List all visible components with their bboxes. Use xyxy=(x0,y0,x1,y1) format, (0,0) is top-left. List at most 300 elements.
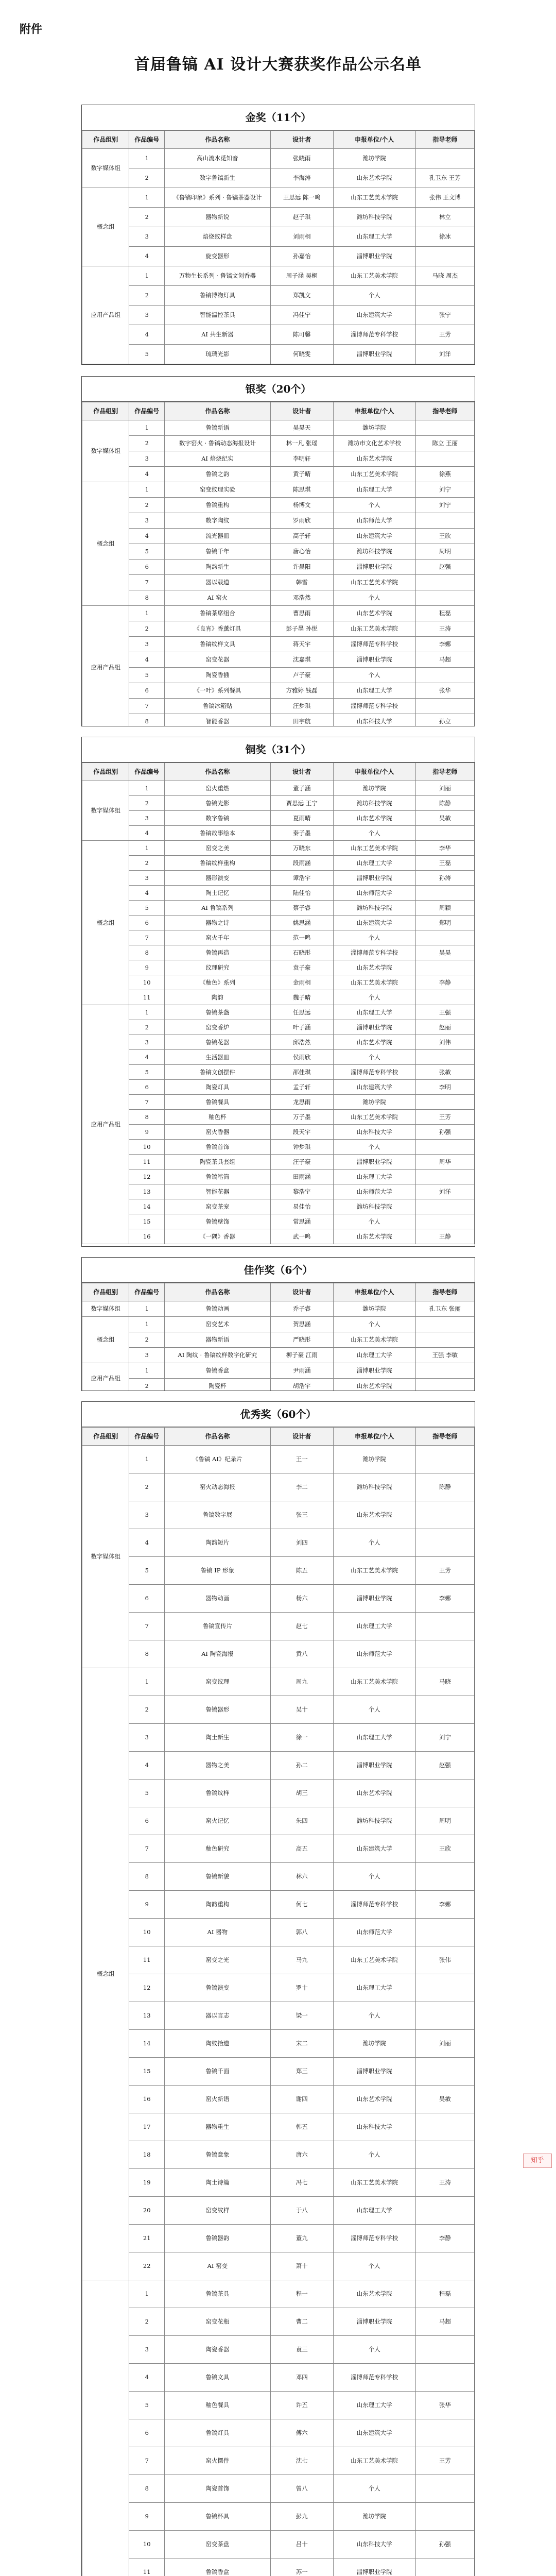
table-row xyxy=(82,856,475,871)
table-cell: 淄博师范专科学校 xyxy=(333,699,415,714)
table-cell: 郑明 xyxy=(415,916,474,930)
table-cell: 3 xyxy=(129,1348,165,1363)
table-cell: 山东艺术学院 xyxy=(333,960,415,975)
table-cell: 窑变茶盘 xyxy=(165,2531,271,2558)
table-row xyxy=(82,2002,475,2030)
table-row xyxy=(82,1724,475,1752)
table-cell: 鲁镐意象 xyxy=(165,2141,271,2169)
table-cell xyxy=(415,1095,474,1110)
table-cell: 1 xyxy=(129,188,165,208)
table-row xyxy=(82,208,475,227)
column-header: 作品组别 xyxy=(82,1283,129,1301)
award-section-gold xyxy=(81,105,475,365)
table-cell: 窑变之美 xyxy=(165,841,271,856)
table-cell: 釉色研究 xyxy=(165,1835,271,1863)
table-cell: 器物新语 xyxy=(165,1332,271,1348)
table-cell: 3 xyxy=(129,1035,165,1050)
table-cell: 王强 xyxy=(415,1005,474,1020)
table-cell: 6 xyxy=(129,1585,165,1613)
table-cell: 7 xyxy=(129,699,165,714)
table-cell: 器形演变 xyxy=(165,871,271,886)
table-cell: 鲁镐宣传片 xyxy=(165,1613,271,1640)
category-cell: 应用产品组 xyxy=(82,1005,129,1244)
table-cell: 金雨桐 xyxy=(270,975,333,990)
table-cell: 山东工艺美术学院 xyxy=(333,975,415,990)
table-cell: 16 xyxy=(129,1229,165,1244)
table-row xyxy=(82,467,475,482)
table-cell: 山东工艺美术学院 xyxy=(333,1110,415,1125)
table-cell: 山东工艺美术学院 xyxy=(333,188,415,208)
table-cell: 淄博职业学院 xyxy=(333,247,415,266)
table-cell: 个人 xyxy=(333,1214,415,1229)
table-cell: 山东师范大学 xyxy=(333,513,415,529)
table-cell: 山东师范大学 xyxy=(333,1184,415,1199)
table-cell: 鲁镐再造 xyxy=(165,945,271,960)
table-cell xyxy=(415,1640,474,1668)
table-row xyxy=(82,1557,475,1585)
table-cell: 吴敏 xyxy=(415,811,474,826)
table-cell: 刘四 xyxy=(270,1529,333,1557)
table-cell: 山东理工大学 xyxy=(333,1724,415,1752)
table-row xyxy=(82,1974,475,2002)
table-cell: 纹理研究 xyxy=(165,960,271,975)
table-cell: 段雨涵 xyxy=(270,856,333,871)
table-cell: 潍坊科技学院 xyxy=(333,544,415,560)
table-cell: 陆佳怡 xyxy=(270,886,333,901)
table-cell: 2 xyxy=(129,1473,165,1501)
table-cell: 山东建筑大学 xyxy=(333,2419,415,2447)
table-cell: 武一鸣 xyxy=(270,1229,333,1244)
table-cell: 王芳 xyxy=(415,1557,474,1585)
table-cell xyxy=(415,668,474,683)
table-cell: 陶韵短片 xyxy=(165,1529,271,1557)
table-cell: 王强 李敏 xyxy=(415,1348,474,1363)
table-cell: 个人 xyxy=(333,1863,415,1891)
table-cell: 陶韵 xyxy=(165,990,271,1005)
table-cell: 任思远 xyxy=(270,1005,333,1020)
table-cell: 鲁镐演变 xyxy=(165,1974,271,2002)
table-cell: 万子墨 xyxy=(270,1110,333,1125)
table-cell: 林六 xyxy=(270,1863,333,1891)
table-cell xyxy=(415,575,474,590)
table-cell: 田雨涵 xyxy=(270,1170,333,1184)
table-cell: 6 xyxy=(129,560,165,575)
table-cell: 赵丽 xyxy=(415,1020,474,1035)
table-cell: 4 xyxy=(129,529,165,544)
column-header: 申报单位/个人 xyxy=(333,131,415,149)
table-cell xyxy=(415,1974,474,2002)
table-cell: 窑变纹理 xyxy=(165,1668,271,1696)
table-cell: 山东工艺美术学院 xyxy=(333,1557,415,1585)
table-cell xyxy=(415,2503,474,2531)
table-cell: 4 xyxy=(129,886,165,901)
table-row xyxy=(82,2058,475,2086)
table-cell: 鲁镐首饰 xyxy=(165,1140,271,1155)
table-cell: 萧十 xyxy=(270,2252,333,2280)
table-row xyxy=(82,482,475,498)
table-cell: 侯雨欣 xyxy=(270,1050,333,1065)
table-cell: 鲁镐茶具 xyxy=(165,2280,271,2308)
table-cell: AI 陶纹 · 鲁镐纹样数字化研究 xyxy=(165,1348,271,1363)
table-cell: 李娜 xyxy=(415,1891,474,1919)
table-cell: 林一凡 张瑶 xyxy=(270,436,333,451)
table-row xyxy=(82,227,475,247)
table-cell: 黄子晴 xyxy=(270,467,333,482)
table-row xyxy=(82,826,475,841)
table-cell: 4 xyxy=(129,325,165,345)
table-cell: 刘伟 xyxy=(415,1035,474,1050)
table-cell xyxy=(415,1613,474,1640)
table-row xyxy=(82,2141,475,2169)
table-cell: 13 xyxy=(129,2002,165,2030)
table-cell: 鲁镐千年 xyxy=(165,544,271,560)
table-cell: 张伟 王文博 xyxy=(415,188,474,208)
table-cell: 20 xyxy=(129,2197,165,2225)
watermark-badge: 知乎 xyxy=(523,2154,552,2168)
table-row xyxy=(82,1140,475,1155)
table-cell: 张华 xyxy=(415,683,474,699)
table-cell: 2 xyxy=(129,1332,165,1348)
table-row xyxy=(82,841,475,856)
table-cell: 乔子睿 xyxy=(270,1301,333,1317)
table-row xyxy=(82,420,475,436)
table-cell: 刘丽 xyxy=(415,781,474,796)
table-cell: 贺思涵 xyxy=(270,1317,333,1332)
table-cell: 许五 xyxy=(270,2392,333,2419)
table-cell: 潍坊学院 xyxy=(333,2030,415,2058)
table-cell: 窑火重燃 xyxy=(165,781,271,796)
table-cell: 10 xyxy=(129,1919,165,1946)
table-cell: 数字窑火 · 鲁镐动态海报设计 xyxy=(165,436,271,451)
table-row xyxy=(82,945,475,960)
table-cell: 个人 xyxy=(333,1140,415,1155)
table-cell: 山东艺术学院 xyxy=(333,2280,415,2308)
table-cell: 宋二 xyxy=(270,2030,333,2058)
table-cell: 周九 xyxy=(270,1668,333,1696)
column-header: 作品编号 xyxy=(129,763,165,781)
table-cell: 何七 xyxy=(270,1891,333,1919)
table-cell xyxy=(415,1363,474,1379)
column-header: 作品编号 xyxy=(129,402,165,420)
table-cell: 7 xyxy=(129,1835,165,1863)
award-section-silver xyxy=(81,376,475,726)
table-cell: 11 xyxy=(129,1946,165,1974)
table-cell: AI 陶瓷海报 xyxy=(165,1640,271,1668)
table-row xyxy=(82,149,475,168)
table-cell: 7 xyxy=(129,1613,165,1640)
table-cell: 淄博职业学院 xyxy=(333,345,415,364)
table-cell: AI 焙烧纪实 xyxy=(165,451,271,467)
table-cell: 黎浩宇 xyxy=(270,1184,333,1199)
table-row xyxy=(82,513,475,529)
table-row xyxy=(82,781,475,796)
column-header: 作品组别 xyxy=(82,1428,129,1446)
table-row xyxy=(82,1110,475,1125)
table-row xyxy=(82,266,475,286)
table-cell: 个人 xyxy=(333,1529,415,1557)
table-cell: 王芳 xyxy=(415,325,474,345)
table-cell: 数字鲁镐新生 xyxy=(165,168,271,188)
table-row xyxy=(82,2169,475,2197)
table-cell xyxy=(415,826,474,841)
table-cell: 贾思远 王宁 xyxy=(270,796,333,811)
table-cell: 智能花器 xyxy=(165,1184,271,1199)
table-cell: 潍坊学院 xyxy=(333,781,415,796)
table-cell: 个人 xyxy=(333,1317,415,1332)
table-cell: 孔卫东 张丽 xyxy=(415,1301,474,1317)
table-cell: 流光器皿 xyxy=(165,529,271,544)
table-cell: 窑变花器 xyxy=(165,652,271,668)
table-cell: 鲁镐文创摆件 xyxy=(165,1065,271,1080)
table-cell: AI 窑变 xyxy=(165,2252,271,2280)
table-cell: 淄博师范专科学校 xyxy=(333,945,415,960)
table-cell: 汪子豪 xyxy=(270,1155,333,1170)
table-cell: 刘宁 xyxy=(415,498,474,513)
table-cell: 万晓东 xyxy=(270,841,333,856)
table-cell: 窑火记忆 xyxy=(165,1807,271,1835)
table-cell: 山东艺术学院 xyxy=(333,2086,415,2113)
award-table xyxy=(82,1283,475,1391)
table-cell: 韩雪 xyxy=(270,575,333,590)
table-row xyxy=(82,975,475,990)
table-cell: 9 xyxy=(129,1891,165,1919)
table-cell: 秦子墨 xyxy=(270,826,333,841)
table-cell: 3 xyxy=(129,1501,165,1529)
category-cell: 应用产品组 xyxy=(82,266,129,364)
table-cell: 窑变茶宠 xyxy=(165,1199,271,1214)
table-cell: 李华 xyxy=(415,841,474,856)
table-cell xyxy=(415,2141,474,2169)
table-cell: 山东工艺美术学院 xyxy=(333,1332,415,1348)
column-header: 作品组别 xyxy=(82,131,129,149)
table-cell: AI 共生新器 xyxy=(165,325,271,345)
table-cell: 赵强 xyxy=(415,560,474,575)
table-cell: 马超 xyxy=(415,652,474,668)
table-cell: 周明 xyxy=(415,1807,474,1835)
table-cell: 张三 xyxy=(270,1501,333,1529)
table-cell: 3 xyxy=(129,306,165,325)
table-row xyxy=(82,1050,475,1065)
table-cell: 淄博师范专科学校 xyxy=(333,1891,415,1919)
table-cell: 器物动画 xyxy=(165,1585,271,1613)
table-cell: 1 xyxy=(129,1668,165,1696)
table-cell: 山东理工大学 xyxy=(333,2392,415,2419)
table-cell xyxy=(415,1919,474,1946)
table-cell: 鲁镐香盒 xyxy=(165,1363,271,1379)
table-cell: 个人 xyxy=(333,1050,415,1065)
table-cell: 彭子墨 孙悦 xyxy=(270,621,333,637)
table-row xyxy=(82,1229,475,1244)
table-row xyxy=(82,1835,475,1863)
table-row xyxy=(82,529,475,544)
table-cell: 徐燕 xyxy=(415,467,474,482)
column-header: 作品名称 xyxy=(165,131,271,149)
table-row xyxy=(82,2558,475,2576)
table-cell: 焙烧纹样盘 xyxy=(165,227,271,247)
table-cell: 孟子轩 xyxy=(270,1080,333,1095)
table-cell: 淄博职业学院 xyxy=(333,652,415,668)
table-cell: 10 xyxy=(129,1140,165,1155)
table-cell: 1 xyxy=(129,841,165,856)
table-cell: 陶瓷香插 xyxy=(165,668,271,683)
column-header: 申报单位/个人 xyxy=(333,402,415,420)
award-section-heading: 铜奖（31个） xyxy=(82,737,475,762)
table-cell xyxy=(415,1199,474,1214)
column-header: 作品编号 xyxy=(129,1283,165,1301)
table-cell: 刘洋 xyxy=(415,1184,474,1199)
table-cell: 潍坊科技学院 xyxy=(333,1807,415,1835)
table-cell: 《良宵》香薰灯具 xyxy=(165,621,271,637)
award-section-excellence xyxy=(81,1401,475,2576)
table-cell: 潍坊学院 xyxy=(333,1301,415,1317)
table-cell: 张敏 xyxy=(415,1065,474,1080)
table-cell: 器物之诗 xyxy=(165,916,271,930)
table-cell: 钟梦琪 xyxy=(270,1140,333,1155)
table-cell: 罗十 xyxy=(270,1974,333,2002)
column-header: 作品名称 xyxy=(165,1283,271,1301)
table-row xyxy=(82,1005,475,1020)
table-cell: 器以言志 xyxy=(165,2002,271,2030)
table-cell: 潍坊科技学院 xyxy=(333,1199,415,1214)
table-cell: 《一隅》香器 xyxy=(165,1229,271,1244)
table-cell: 7 xyxy=(129,575,165,590)
table-cell xyxy=(415,1780,474,1807)
table-row xyxy=(82,1807,475,1835)
table-row xyxy=(82,871,475,886)
table-cell: 陈五 xyxy=(270,1557,333,1585)
table-cell: 张宁 xyxy=(415,306,474,325)
table-row xyxy=(82,1065,475,1080)
table-cell: 山东师范大学 xyxy=(333,886,415,901)
table-cell: 15 xyxy=(129,1214,165,1229)
table-cell: 淄博职业学院 xyxy=(333,1363,415,1379)
table-cell: 潍坊学院 xyxy=(333,1446,415,1473)
table-cell xyxy=(415,2364,474,2392)
table-cell: 1 xyxy=(129,1301,165,1317)
table-cell: 19 xyxy=(129,2169,165,2197)
table-cell xyxy=(415,2252,474,2280)
table-row xyxy=(82,2336,475,2364)
table-row xyxy=(82,652,475,668)
table-cell: 唐六 xyxy=(270,2141,333,2169)
award-section-merit xyxy=(81,1257,475,1391)
table-cell: 李娜 xyxy=(415,637,474,652)
table-cell: 5 xyxy=(129,2392,165,2419)
table-cell: 1 xyxy=(129,1363,165,1379)
table-cell: 4 xyxy=(129,826,165,841)
table-cell: 魏子晴 xyxy=(270,990,333,1005)
table-cell: 姚思涵 xyxy=(270,916,333,930)
table-cell: 器物重生 xyxy=(165,2113,271,2141)
table-row xyxy=(82,930,475,945)
table-cell: 5 xyxy=(129,1780,165,1807)
table-cell: 12 xyxy=(129,1974,165,2002)
table-cell xyxy=(415,1379,474,1392)
table-row xyxy=(82,247,475,266)
award-section-heading: 优秀奖（60个） xyxy=(82,1402,475,1427)
table-row xyxy=(82,1199,475,1214)
table-cell: 淄博师范专科学校 xyxy=(333,2225,415,2252)
table-cell: 2 xyxy=(129,498,165,513)
table-cell: 山东建筑大学 xyxy=(333,529,415,544)
table-cell: 鲁镐动画 xyxy=(165,1301,271,1317)
table-cell: 个人 xyxy=(333,826,415,841)
table-cell: 窑火千年 xyxy=(165,930,271,945)
table-cell xyxy=(415,2113,474,2141)
table-cell: 郑凯文 xyxy=(270,286,333,306)
table-cell: 鲁镐新语 xyxy=(165,420,271,436)
table-cell: 潍坊科技学院 xyxy=(333,796,415,811)
table-cell: 生活器皿 xyxy=(165,1050,271,1065)
category-cell: 数字媒体组 xyxy=(82,149,129,188)
table-cell: 刘丽 xyxy=(415,2030,474,2058)
attachment-label: 附件 xyxy=(20,23,43,36)
table-cell: 鲁镐光影 xyxy=(165,796,271,811)
table-cell: 张晓雨 xyxy=(270,149,333,168)
table-cell: 器以载道 xyxy=(165,575,271,590)
table-cell: 淄博职业学院 xyxy=(333,560,415,575)
table-cell: 陈静 xyxy=(415,796,474,811)
table-cell: 3 xyxy=(129,451,165,467)
table-cell: 智能温控茶具 xyxy=(165,306,271,325)
table-cell: 夏雨晴 xyxy=(270,811,333,826)
table-cell: 王磊 xyxy=(415,856,474,871)
table-cell: 陶土记忆 xyxy=(165,886,271,901)
table-cell: 张伟 xyxy=(415,1946,474,1974)
table-cell: 傅六 xyxy=(270,2419,333,2447)
table-cell: 孔卫东 王芳 xyxy=(415,168,474,188)
table-cell: 5 xyxy=(129,544,165,560)
table-cell: 5 xyxy=(129,345,165,364)
award-table xyxy=(82,1427,475,2576)
table-cell: 胡浩宇 xyxy=(270,1379,333,1392)
table-cell: 3 xyxy=(129,1724,165,1752)
table-cell: 5 xyxy=(129,1557,165,1585)
table-cell: 黄八 xyxy=(270,1640,333,1668)
table-cell: 21 xyxy=(129,2225,165,2252)
table-row xyxy=(82,683,475,699)
table-cell: 鲁镐纹样重构 xyxy=(165,856,271,871)
table-cell: 李静 xyxy=(415,975,474,990)
table-cell: 曾八 xyxy=(270,2475,333,2503)
table-cell: 7 xyxy=(129,930,165,945)
table-cell: 马超 xyxy=(415,2308,474,2336)
column-header: 指导老师 xyxy=(415,402,474,420)
table-cell: 22 xyxy=(129,2252,165,2280)
table-cell: 陈立 王丽 xyxy=(415,436,474,451)
table-cell: 邓浩然 xyxy=(270,590,333,606)
table-cell: 6 xyxy=(129,1080,165,1095)
table-cell: 李娜 xyxy=(415,1585,474,1613)
table-cell xyxy=(415,1214,474,1229)
column-header: 作品名称 xyxy=(165,763,271,781)
table-cell: 个人 xyxy=(333,2336,415,2364)
table-cell: 6 xyxy=(129,683,165,699)
table-row xyxy=(82,1214,475,1229)
table-cell: 孙强 xyxy=(415,2531,474,2558)
table-cell: 窑火新语 xyxy=(165,2086,271,2113)
table-cell: 山东科技大学 xyxy=(333,2531,415,2558)
table-cell: 9 xyxy=(129,1125,165,1140)
table-cell: 山东科技大学 xyxy=(333,2113,415,2141)
category-cell: 概念组 xyxy=(82,188,129,266)
award-table xyxy=(82,402,475,726)
table-cell: 尹雨涵 xyxy=(270,1363,333,1379)
table-cell: 鲁镐杯具 xyxy=(165,2503,271,2531)
table-cell: 个人 xyxy=(333,2475,415,2503)
table-cell: 山东艺术学院 xyxy=(333,1035,415,1050)
table-cell: 3 xyxy=(129,637,165,652)
